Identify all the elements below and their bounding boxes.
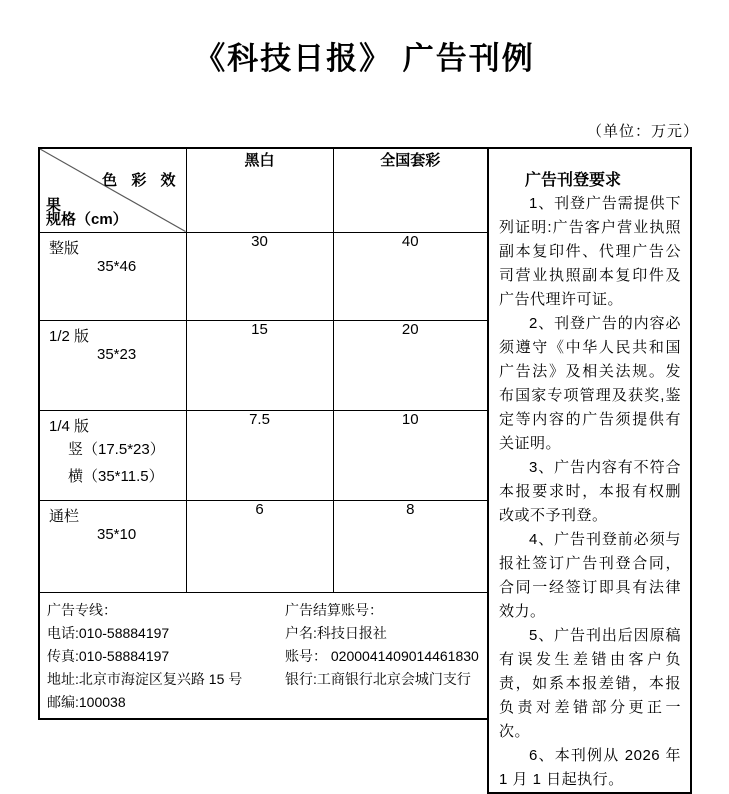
price-cell-bw: 15 (186, 320, 333, 410)
requirements-panel (487, 147, 692, 794)
size-cell (39, 500, 186, 592)
table-row (39, 232, 488, 320)
contact-hotline-block (47, 599, 285, 714)
row-label: 1/4 版 (49, 417, 90, 435)
price-cell-bw: 6 (186, 500, 333, 592)
row-spec: 35*46 (97, 257, 137, 275)
diagonal-label-spec: 规格（cm） (46, 210, 128, 228)
diagonal-header-cell (39, 148, 186, 232)
price-cell-color: 40 (333, 232, 488, 320)
requirement-item-3: 3、广告内容有不符合本报要求时，本报有权删改或不予刊登。 (499, 459, 681, 524)
account-line-number: 账号： 0200041409014461830 (285, 647, 479, 664)
price-cell-bw: 30 (186, 232, 333, 320)
account-line-bank: 银行:工商银行北京会城门支行 (285, 670, 471, 687)
contact-line-hotline: 广告专线： (47, 601, 117, 618)
requirements-heading: 广告刊登要求 (525, 172, 622, 189)
diagonal-label-color-effect: 色 彩 效 (102, 172, 181, 189)
row-spec: 35*23 (97, 345, 137, 363)
contact-info (40, 593, 487, 718)
row-spec-horizontal: 横（35*11.5） (68, 467, 164, 485)
size-cell (39, 410, 186, 500)
row-label: 整版 (49, 239, 80, 257)
row-label: 通栏 (49, 507, 80, 525)
requirement-item-5: 5、广告刊出后因原稿有误发生差错由客户负责，如系本报差错，本报负责对差错部分更正一次。 (499, 627, 681, 740)
contact-line-fax: 传真:010-58884197 (47, 647, 170, 664)
page-title: 《科技日报》 广告刊例 (194, 41, 535, 76)
requirement-item-2: 2、刊登广告的内容必须遵守《中华人民共和国广告法》及相关法规。发布国家专项管理及获奖,鉴定等内容的广告须提供有关证明。 (499, 315, 681, 452)
size-cell (39, 320, 186, 410)
rate-card-layout (38, 147, 692, 794)
contact-line-address: 地址:北京市海淀区复兴路 15 号 (47, 670, 243, 687)
size-cell (39, 232, 186, 320)
diagonal-label-color-effect-wrap: 果 (46, 197, 62, 214)
account-line-title: 广告结算账号： (285, 601, 383, 618)
row-label: 1/2 版 (49, 327, 90, 345)
account-line-name: 户名:科技日报社 (285, 624, 387, 641)
price-cell-color: 20 (333, 320, 488, 410)
contact-line-phone: 电话:010-58884197 (47, 624, 170, 641)
rate-table (38, 147, 489, 720)
row-spec-group (49, 436, 184, 490)
contact-line-zipcode: 邮编:100038 (47, 693, 126, 710)
price-cell-color: 8 (333, 500, 488, 592)
table-row (39, 410, 488, 500)
row-spec: 35*10 (97, 525, 137, 543)
row-spec-vertical: 竖（17.5*23） (68, 440, 165, 458)
footer-row (39, 592, 488, 719)
column-header-bw: 黑白 (186, 148, 333, 232)
contact-cell (39, 592, 488, 719)
column-header-color: 全国套彩 (333, 148, 488, 232)
header-row (39, 148, 488, 232)
requirement-item-4: 4、广告刊登前必须与报社签订广告刊登合同，合同一经签订即具有法律效力。 (499, 531, 681, 620)
table-row (39, 320, 488, 410)
requirement-item-1: 1、刊登广告需提供下列证明:广告客户营业执照副本复印件、代理广告公司营业执照副本复印件及广告代理许可证。 (499, 195, 681, 308)
unit-note: （单位：万元） (586, 123, 699, 140)
contact-account-block (285, 599, 479, 714)
requirement-item-6: 6、本刊例从 2026 年 1 月 1 日起执行。 (499, 747, 681, 788)
price-cell-color: 10 (333, 410, 488, 500)
price-cell-bw: 7.5 (186, 410, 333, 500)
table-row (39, 500, 488, 592)
